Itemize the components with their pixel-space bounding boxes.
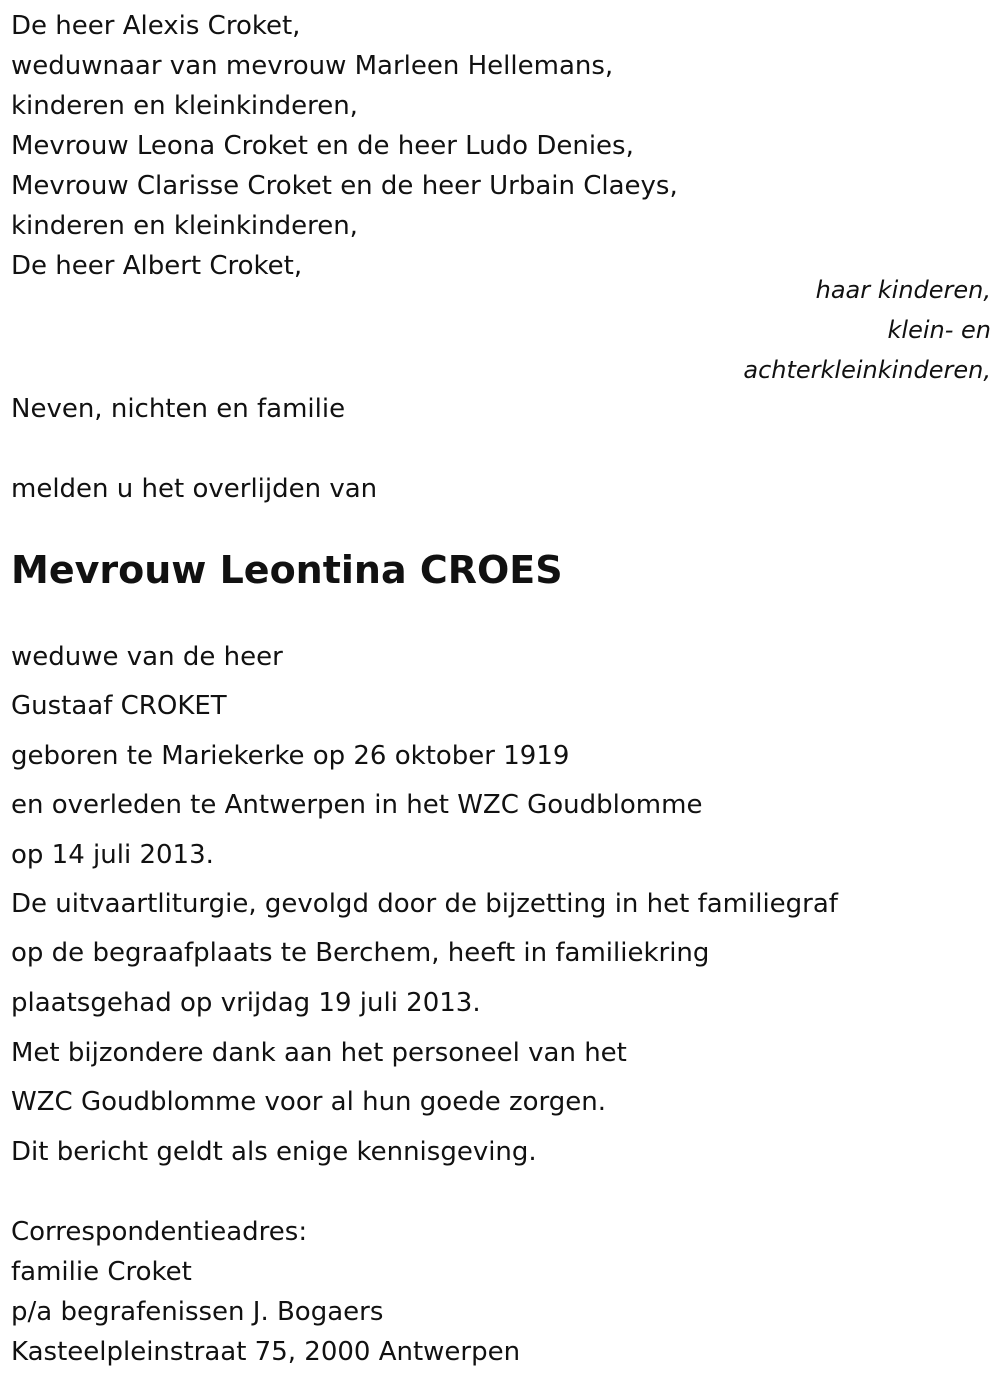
detail-line: De uitvaartliturgie, gevolgd door de bijzetting in het familiegraf <box>11 889 838 919</box>
family-line: De heer Alexis Croket, <box>11 11 301 41</box>
correspondence-label: Correspondentieadres: <box>11 1217 308 1247</box>
family-line: De heer Albert Croket, <box>11 251 303 281</box>
family-line: Mevrouw Leona Croket en de heer Ludo Denies, <box>11 131 634 161</box>
family-right-line: achterkleinkinderen, <box>743 356 991 384</box>
deceased-name: Mevrouw Leontina CROES <box>11 548 563 592</box>
family-line: Mevrouw Clarisse Croket en de heer Urbain Claeys, <box>11 171 678 201</box>
detail-line: en overleden te Antwerpen in het WZC Goudblomme <box>11 790 703 820</box>
correspondence-line: familie Croket <box>11 1257 192 1287</box>
announce-line: melden u het overlijden van <box>11 474 378 504</box>
family-line: kinderen en kleinkinderen, <box>11 211 358 241</box>
detail-line: Gustaaf CROKET <box>11 691 227 721</box>
detail-line: WZC Goudblomme voor al hun goede zorgen. <box>11 1087 607 1117</box>
detail-line: op de begraafplaats te Berchem, heeft in familiekring <box>11 938 710 968</box>
family-right-line: haar kinderen, <box>815 276 991 304</box>
correspondence-line: p/a begrafenissen J. Bogaers <box>11 1297 384 1327</box>
detail-line: Met bijzondere dank aan het personeel van het <box>11 1038 627 1068</box>
relatives-line: Neven, nichten en familie <box>11 394 346 424</box>
detail-line: Dit bericht geldt als enige kennisgeving. <box>11 1137 537 1167</box>
correspondence-line: Kasteelpleinstraat 75, 2000 Antwerpen <box>11 1337 521 1367</box>
family-line: kinderen en kleinkinderen, <box>11 91 358 121</box>
family-line: weduwnaar van mevrouw Marleen Hellemans, <box>11 51 614 81</box>
family-right-line: klein- en <box>887 316 991 344</box>
detail-line: op 14 juli 2013. <box>11 840 214 870</box>
detail-line: plaatsgehad op vrijdag 19 juli 2013. <box>11 988 481 1018</box>
detail-line: geboren te Mariekerke op 26 oktober 1919 <box>11 741 570 771</box>
detail-line: weduwe van de heer <box>11 642 283 672</box>
